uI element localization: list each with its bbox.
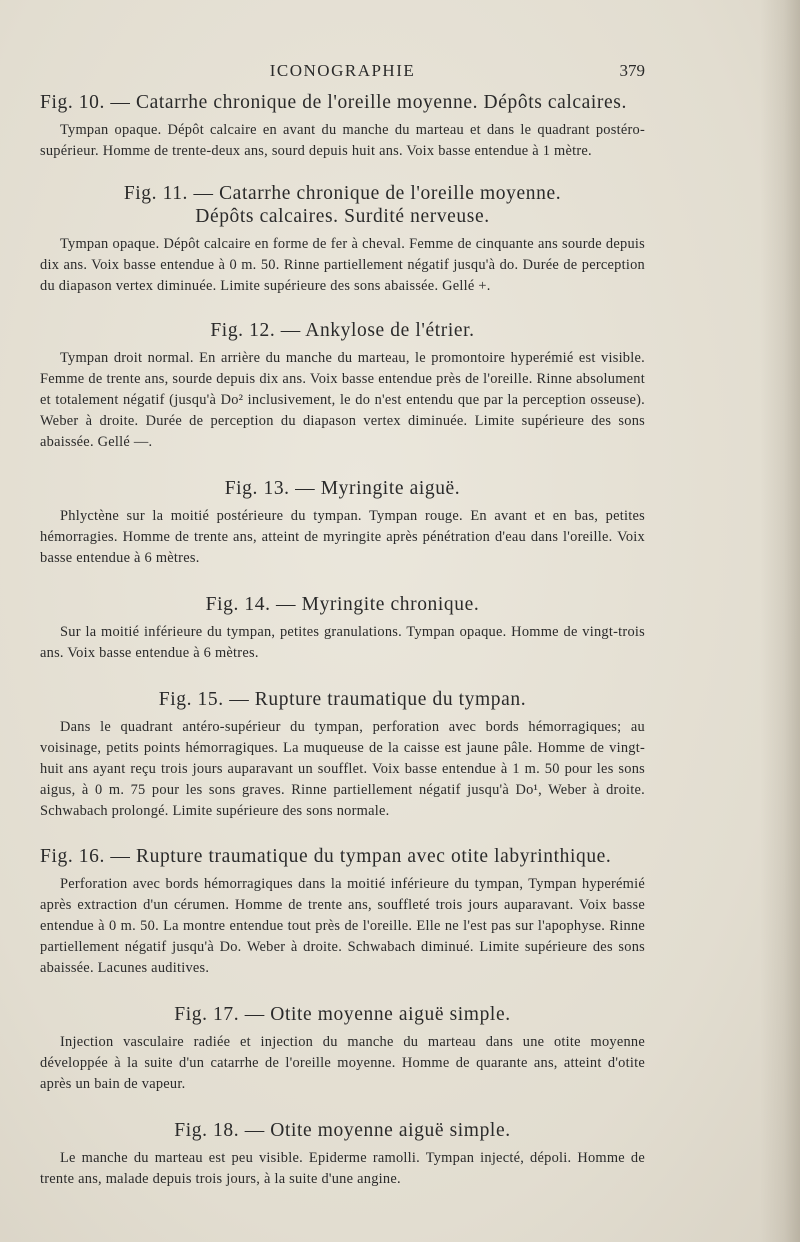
entry-fig-18 <box>40 1119 645 1190</box>
entry-fig-17 <box>40 1003 645 1095</box>
entry-text: Perforation avec bords hémorragiques dans la moitié inférieure du tympan, Tympan hyperémié après extraction d'un cérumen. Homme de trente ans, souffleté trois jours auparavant. Voix basse entendue à 0 m. 50. La montre entendue tout près de l'oreille. Elle ne l'est pas sur l'apophyse. Rinne partiellement négatif jusqu'à Do. Weber à droite. Schwabach diminué. Limite supérieure des sons abaissée. Lacunes auditives. <box>40 876 645 976</box>
page-fold-shadow <box>760 0 800 1242</box>
entry-fig-11 <box>40 182 645 297</box>
entry-text: Tympan opaque. Dépôt calcaire en avant du manche du marteau et dans le quadrant postéro-supérieur. Homme de trente-deux ans, sourd depuis huit ans. Voix basse entendue à 1 mètre. <box>40 122 645 159</box>
entry-text: Le manche du marteau est peu visible. Epiderme ramolli. Tympan injecté, dépoli. Homme de trente ans, malade depuis trois jours, à la suite d'une angine. <box>40 1150 645 1187</box>
entry-heading: Fig. 12. — Ankylose de l'étrier. <box>210 320 475 341</box>
entry-heading: Fig. 17. — Otite moyenne aiguë simple. <box>174 1004 511 1025</box>
entry-fig-12 <box>40 319 645 453</box>
entry-heading-line-2: Dépôts calcaires. Surdité nerveuse. <box>195 206 490 227</box>
entry-heading: Fig. 10. — Catarrhe chronique de l'oreille moyenne. Dépôts calcaires. <box>40 92 627 113</box>
entry-text: Dans le quadrant antéro-supérieur du tympan, perforation avec bords hémorragiques; au voisinage, petits points hémorragiques. La muqueuse de la caisse est jaune pâle. Homme de vingt-huit ans ayant reçu trois jours auparavant un soufflet. Voix basse entendue à 1 m. 50 pour les sons aigus, à 0 m. 75 pour les sons graves. Rinne partiellement négatif jusqu'à Do¹, Weber à droite. Schwabach prolongé. Limite supérieure des sons normale. <box>40 719 645 819</box>
entry-text: Injection vasculaire radiée et injection du manche du marteau dans une otite moyenne développée à la suite d'un catarrhe de l'oreille moyenne. Homme de quarante ans, atteint d'otite après un bain de vapeur. <box>40 1034 645 1092</box>
entry-text: Tympan droit normal. En arrière du manche du marteau, le promontoire hyperémié est visible. Femme de trente ans, sourde depuis dix ans. Voix basse entendue près de l'oreille. Rinne absolument et totalement négatif (jusqu'à Do² inclusivement, le do n'est entendu que par la perception osseuse). Weber à droite. Durée de perception du diapason vertex diminuée. Limite supérieure des sons abaissée. Gellé —. <box>40 350 645 450</box>
entry-text: Phlyctène sur la moitié postérieure du tympan. Tympan rouge. En avant et en bas, petites hémorragies. Homme de trente ans, atteint de myringite après pénétration d'eau dans l'oreille. Voix basse entendue à 6 mètres. <box>40 508 645 566</box>
running-head <box>40 58 645 84</box>
entry-heading <box>40 182 645 228</box>
entry-heading: Fig. 16. — Rupture traumatique du tympan avec otite labyrinthique. <box>40 846 612 867</box>
entry-text: Sur la moitié inférieure du tympan, petites granulations. Tympan opaque. Homme de vingt-trois ans. Voix basse entendue à 6 mètres. <box>40 624 645 661</box>
entry-heading: Fig. 14. — Myringite chronique. <box>205 594 480 615</box>
entry-fig-14 <box>40 593 645 664</box>
entry-fig-16 <box>40 845 645 979</box>
entry-heading-line-1: Fig. 11. — Catarrhe chronique de l'oreille moyenne. <box>123 183 562 204</box>
running-title: ICONOGRAPHIE <box>269 61 416 80</box>
page-content <box>40 91 645 1190</box>
entry-heading: Fig. 15. — Rupture traumatique du tympan. <box>158 689 527 710</box>
page-number: 379 <box>619 61 645 80</box>
entry-heading: Fig. 18. — Otite moyenne aiguë simple. <box>174 1120 511 1141</box>
entry-heading: Fig. 13. — Myringite aiguë. <box>224 478 461 499</box>
entry-fig-15 <box>40 688 645 822</box>
entry-text: Tympan opaque. Dépôt calcaire en forme de fer à cheval. Femme de cinquante ans sourde depuis dix ans. Voix basse entendue à 0 m. 50. Rinne partiellement négatif jusqu'à do. Durée de perception du diapason vertex diminuée. Limite supérieure des sons abaissée. Gellé +. <box>40 236 645 294</box>
entry-fig-13 <box>40 477 645 569</box>
entry-fig-10 <box>40 91 645 162</box>
